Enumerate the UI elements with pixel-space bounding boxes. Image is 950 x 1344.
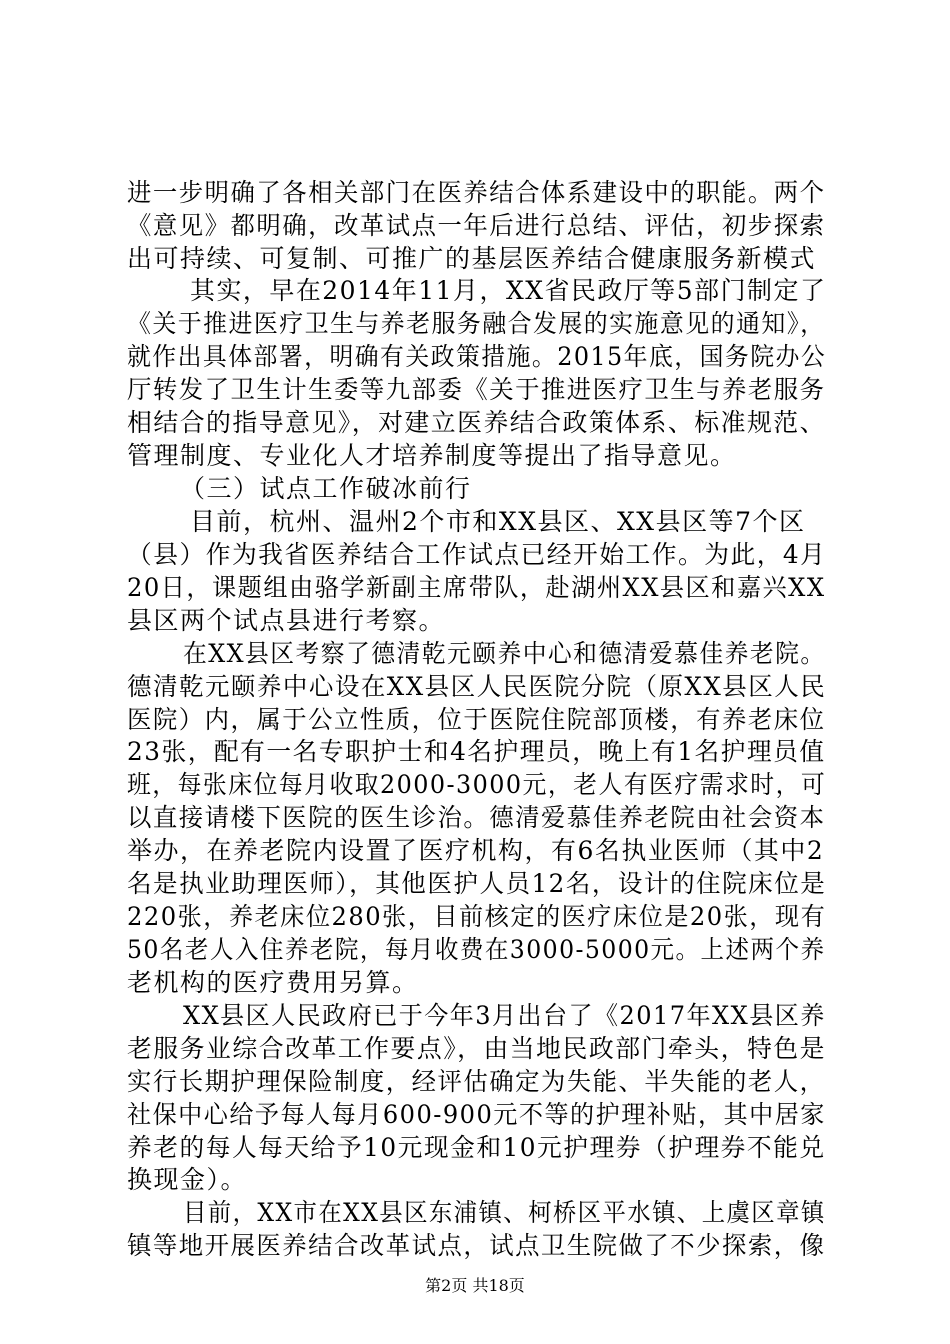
body-line: 名是执业助理医师），其他医护人员12名，设计的住院床位是 [127, 869, 827, 898]
body-line: 就作出具体部署，明确有关政策措施。2015年底，国务院办公 [127, 342, 827, 371]
body-line: 《关于推进医疗卫生与养老服务融合发展的实施意见的通知》， [127, 309, 826, 338]
body-line: 相结合的指导意见》，对建立医养结合政策体系、标准规范、 [127, 408, 827, 437]
body-line: 县区两个试点县进行考察。 [127, 606, 446, 635]
body-line: 镇等地开展医养结合改革试点，试点卫生院做了不少探索，像 [127, 1231, 826, 1260]
body-line: 管理制度、专业化人才培养制度等提出了指导意见。 [127, 441, 737, 470]
body-line: 以直接请楼下医院的医生诊治。德清爱慕佳养老院由社会资本 [127, 803, 826, 832]
body-line: 养老的每人每天给予10元现金和10元护理券（护理券不能兑 [127, 1133, 826, 1162]
body-line: 其实，早在2014年11月，XX省民政厅等5部门制定了 [190, 276, 827, 305]
body-line: 目前，XX市在XX县区东浦镇、柯桥区平水镇、上虞区章镇 [183, 1198, 826, 1227]
body-line: 老服务业综合改革工作要点》，由当地民政部门牵头，特色是 [127, 1034, 827, 1063]
section-heading: （三）试点工作破冰前行 [180, 474, 472, 503]
body-line: 厅转发了卫生计生委等九部委《关于推进医疗卫生与养老服务 [127, 375, 826, 404]
body-line: 在XX县区考察了德清乾元颐养中心和德清爱慕佳养老院。 [183, 639, 826, 668]
body-line: 进一步明确了各相关部门在医养结合体系建设中的职能。两个 [127, 178, 826, 207]
body-line: 50名老人入住养老院，每月收费在3000-5000元。上述两个养 [127, 935, 826, 964]
body-line: 班，每张床位每月收取2000-3000元，老人有医疗需求时，可 [127, 770, 827, 799]
body-line: 德清乾元颐养中心设在XX县区人民医院分院（原XX县区人民 [127, 672, 827, 701]
body-line: 医院）内，属于公立性质，位于医院住院部顶楼，有养老床位 [127, 705, 826, 734]
body-line: 换现金）。 [127, 1165, 248, 1194]
body-line: 举办，在养老院内设置了医疗机构，有6名执业医师（其中2 [127, 836, 825, 865]
body-line: 20日，课题组由骆学新副主席带队，赴湖州XX县区和嘉兴XX [127, 573, 826, 602]
body-line: 老机构的医疗费用另算。 [127, 968, 419, 997]
body-line: 220张，养老床位280张，目前核定的医疗床位是20张，现有 [127, 902, 827, 931]
body-line: 目前，杭州、温州2个市和XX县区、XX县区等7个区 [190, 507, 806, 536]
body-line: XX县区人民政府已于今年3月出台了《2017年XX县区养 [183, 1001, 826, 1030]
page-footer [0, 1276, 950, 1296]
body-line: 《意见》都明确，改革试点一年后进行总结、评估，初步探索 [127, 211, 826, 240]
body-line: 实行长期护理保险制度，经评估确定为失能、半失能的老人， [127, 1067, 826, 1096]
body-line: 社保中心给予每人每月600-900元不等的护理补贴，其中居家 [127, 1100, 826, 1129]
page-number-label: 第2页 共18页 [425, 1276, 525, 1295]
body-line: 23张，配有一名专职护士和4名护理员，晚上有1名护理员值 [127, 737, 826, 766]
body-line: 出可持续、可复制、可推广的基层医养结合健康服务新模式 [127, 244, 817, 273]
body-line: （县）作为我省医养结合工作试点已经开始工作。为此，4月 [127, 540, 827, 569]
